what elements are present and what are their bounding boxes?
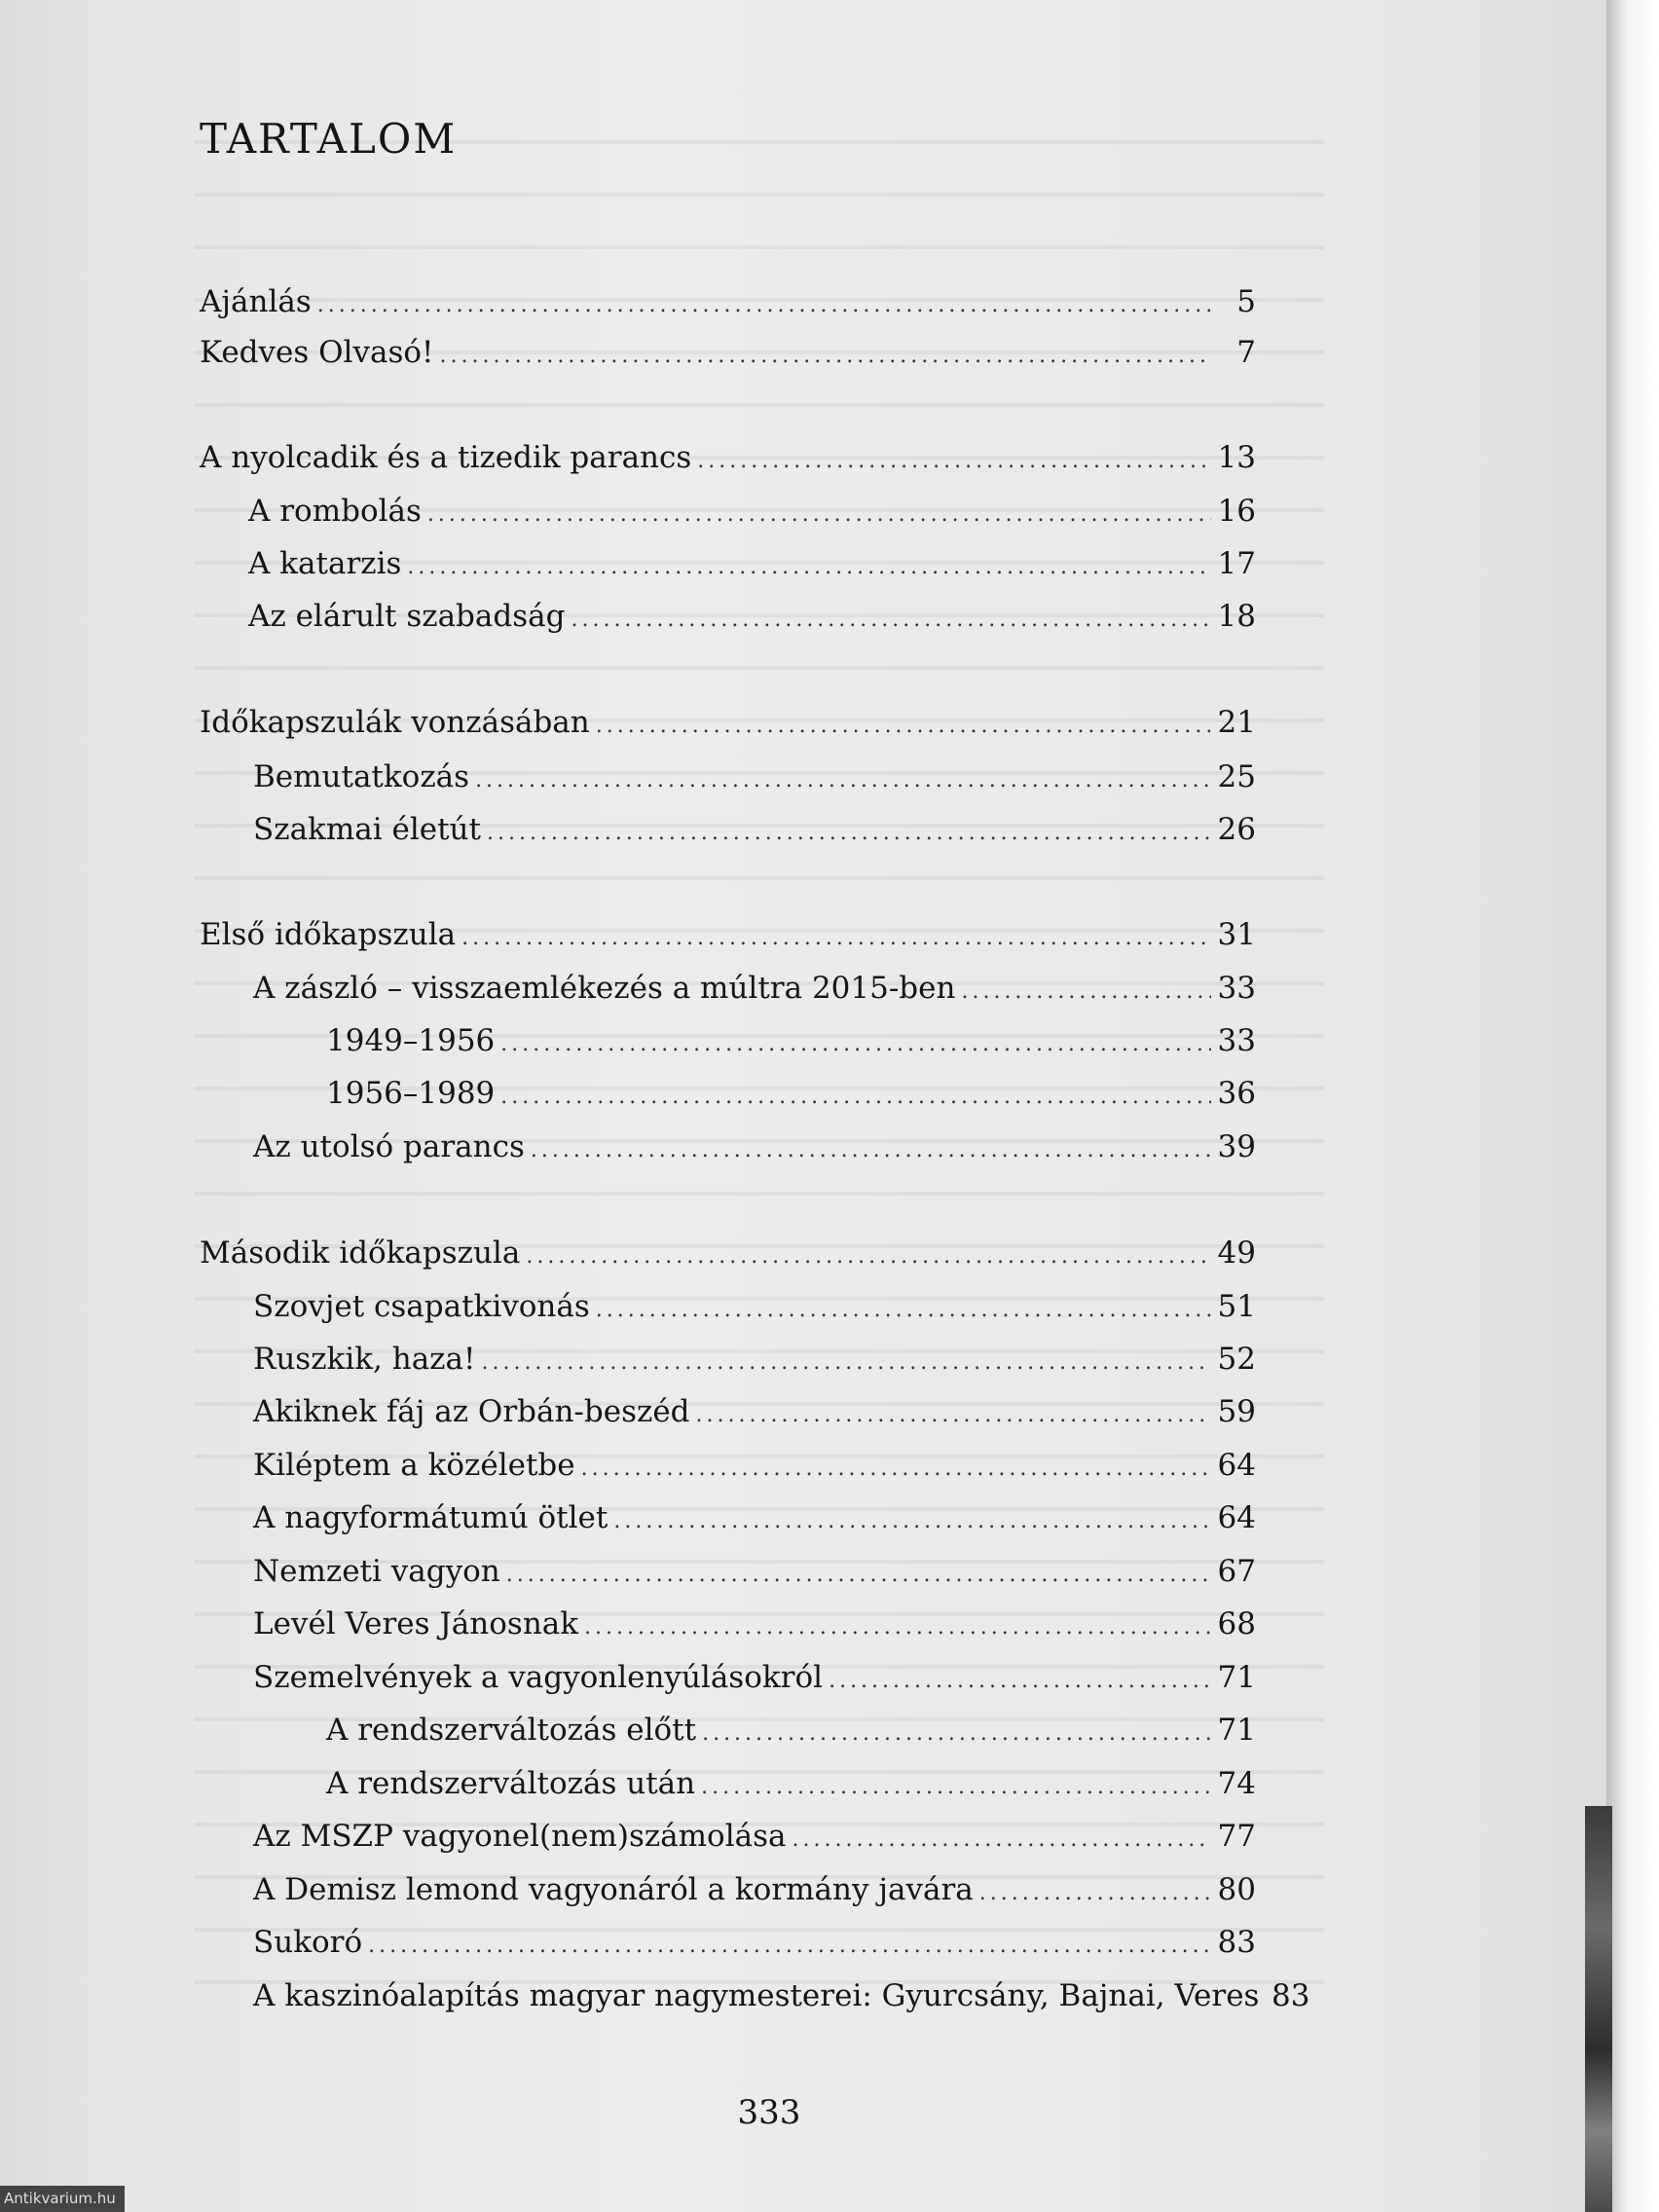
toc-leader-dots	[368, 1934, 1211, 1958]
toc-entry-page: 67	[1217, 1554, 1256, 1589]
toc-leader-dots	[697, 449, 1211, 473]
toc-entry	[253, 1342, 1256, 1381]
toc-title: TARTALOM	[200, 115, 458, 163]
toc-entry-title: 1956–1989	[326, 1076, 496, 1111]
toc-leader-dots	[506, 1563, 1211, 1587]
toc-entry-page: 39	[1217, 1129, 1256, 1164]
toc-leader-dots	[461, 926, 1211, 950]
toc-entry	[200, 705, 1256, 744]
page-number: 333	[737, 2093, 801, 2132]
toc-entry-title: A rendszerváltozás előtt	[326, 1713, 697, 1748]
toc-leader-dots	[701, 1775, 1211, 1799]
toc-entry-title: A rombolás	[248, 494, 422, 529]
toc-entry-page: 36	[1217, 1076, 1256, 1111]
toc-entry-page: 25	[1217, 759, 1256, 794]
toc-entry-page: 33	[1217, 971, 1256, 1006]
toc-entry	[253, 1289, 1256, 1328]
toc-entry	[253, 1129, 1256, 1168]
toc-entry-title: Az elárult szabadság	[248, 599, 566, 634]
toc-entry-title: Kiléptem a közéletbe	[253, 1448, 575, 1483]
toc-entry	[253, 971, 1256, 1010]
toc-entry	[248, 599, 1256, 638]
toc-leader-dots	[793, 1827, 1211, 1852]
toc-entry	[326, 1766, 1256, 1805]
toc-entry-page: 52	[1217, 1342, 1256, 1377]
toc-entry	[200, 284, 1256, 323]
toc-entry-page: 71	[1217, 1660, 1256, 1695]
toc-leader-dots	[487, 821, 1211, 845]
toc-entry-page: 59	[1217, 1394, 1256, 1429]
toc-entry	[253, 1500, 1256, 1539]
toc-leader-dots	[584, 1615, 1211, 1640]
toc-leader-dots	[500, 1085, 1211, 1109]
toc-leader-dots	[571, 608, 1211, 632]
toc-leader-dots	[581, 1456, 1211, 1481]
toc-leader-dots	[829, 1669, 1211, 1693]
toc-entry	[253, 759, 1256, 798]
toc-entry-title: Levél Veres Jánosnak	[253, 1606, 579, 1641]
toc-leader-dots	[500, 1032, 1211, 1056]
toc-entry-title: Kedves Olvasó!	[200, 335, 434, 370]
watermark: Antikvarium.hu	[0, 2186, 125, 2212]
toc-entry-page: 77	[1217, 1819, 1256, 1854]
toc-entry-page: 83	[1272, 1978, 1310, 2013]
page-edge	[1606, 0, 1659, 2212]
toc-entry	[200, 917, 1256, 956]
toc-leader-dots	[317, 293, 1211, 317]
toc-entry-page: 71	[1217, 1713, 1256, 1748]
toc-leader-dots	[531, 1138, 1211, 1162]
toc-entry	[326, 1076, 1256, 1115]
toc-entry-page: 51	[1217, 1289, 1256, 1324]
toc-entry-title: A katarzis	[248, 546, 402, 581]
toc-entry-title: Szakmai életút	[253, 812, 481, 847]
toc-entry-title: Nemzeti vagyon	[253, 1554, 500, 1589]
toc-leader-dots	[596, 1298, 1211, 1322]
toc-leader-dots	[596, 714, 1211, 738]
toc-entry-page: 7	[1236, 335, 1256, 370]
toc-entry-page: 64	[1217, 1448, 1256, 1483]
toc-entry-title: Ruszkik, haza!	[253, 1342, 476, 1377]
toc-entry-title: Időkapszulák vonzásában	[200, 705, 590, 740]
toc-entry-title: A Demisz lemond vagyonáról a kormány javára	[253, 1872, 974, 1907]
toc-entry	[253, 1925, 1256, 1964]
toc-entry-page: 64	[1217, 1500, 1256, 1535]
toc-entry-page: 17	[1217, 546, 1256, 581]
toc-entry-page: 74	[1217, 1766, 1256, 1801]
toc-entry	[253, 1606, 1256, 1645]
toc-entry-title: A nagyformátumú ötlet	[253, 1500, 608, 1535]
toc-entry	[253, 1872, 1256, 1911]
toc-leader-dots	[407, 555, 1211, 579]
toc-entry-page: 18	[1217, 599, 1256, 634]
toc-entry	[253, 1660, 1256, 1699]
toc-entry	[200, 440, 1256, 479]
toc-leader-dots	[696, 1403, 1211, 1427]
toc-entry-title: 1949–1956	[326, 1023, 496, 1058]
toc-entry-title: Első időkapszula	[200, 917, 457, 952]
toc-entry-page: 33	[1217, 1023, 1256, 1058]
toc-entry-page: 26	[1217, 812, 1256, 847]
toc-entry-title: Ajánlás	[200, 284, 312, 319]
toc-leader-dots	[613, 1509, 1211, 1533]
toc-entry	[326, 1023, 1256, 1062]
toc-leader-dots	[427, 502, 1211, 527]
toc-entry-page: 13	[1217, 440, 1256, 475]
toc-entry-page: 16	[1217, 494, 1256, 529]
toc-entry-title: Az utolsó parancs	[253, 1129, 525, 1164]
toc-leader-dots	[979, 1881, 1211, 1905]
toc-entry-title: A nyolcadik és a tizedik parancs	[200, 440, 692, 475]
toc-entry-title: Szovjet csapatkivonás	[253, 1289, 590, 1324]
toc-entry	[253, 812, 1256, 851]
toc-entry-page: 80	[1217, 1872, 1256, 1907]
toc-entry	[253, 1978, 1310, 2017]
toc-leader-dots	[481, 1350, 1211, 1375]
toc-entry-title: Akiknek fáj az Orbán-beszéd	[253, 1394, 690, 1429]
toc-entry-page: 31	[1217, 917, 1256, 952]
toc-entry-page: 68	[1217, 1606, 1256, 1641]
toc-leader-dots	[475, 768, 1211, 793]
adjacent-page-photo	[1585, 1806, 1612, 2212]
toc-entry-title: A zászló – visszaemlékezés a múltra 2015-ben	[253, 971, 956, 1006]
toc-entry	[253, 1448, 1256, 1487]
toc-entry	[248, 546, 1256, 585]
toc-entry-title: A rendszerváltozás után	[326, 1766, 696, 1801]
toc-entry-page: 49	[1217, 1235, 1256, 1271]
toc-entry	[253, 1554, 1256, 1593]
toc-entry	[253, 1394, 1256, 1433]
toc-leader-dots	[702, 1721, 1211, 1746]
toc-entry	[248, 494, 1256, 533]
toc-entry-page: 21	[1217, 705, 1256, 740]
toc-entry-title: A kaszinóalapítás magyar nagymesterei: Gyurcsány, Bajnai, Veres	[253, 1978, 1260, 2013]
toc-leader-dots	[526, 1244, 1211, 1269]
toc-entry-page: 5	[1236, 284, 1256, 319]
toc-entry-page: 83	[1217, 1925, 1256, 1960]
toc-entry-title: Az MSZP vagyonel(nem)számolása	[253, 1819, 787, 1854]
toc-entry	[200, 335, 1256, 374]
toc-entry	[200, 1235, 1256, 1274]
toc-entry-title: Második időkapszula	[200, 1235, 521, 1271]
toc-entry-title: Bemutatkozás	[253, 759, 470, 794]
toc-entry	[326, 1713, 1256, 1751]
toc-leader-dots	[440, 344, 1212, 368]
toc-entry-title: Szemelvények a vagyonlenyúlásokról	[253, 1660, 824, 1695]
toc-leader-dots	[961, 979, 1211, 1004]
toc-entry	[253, 1819, 1256, 1858]
toc-entry-title: Sukoró	[253, 1925, 363, 1960]
